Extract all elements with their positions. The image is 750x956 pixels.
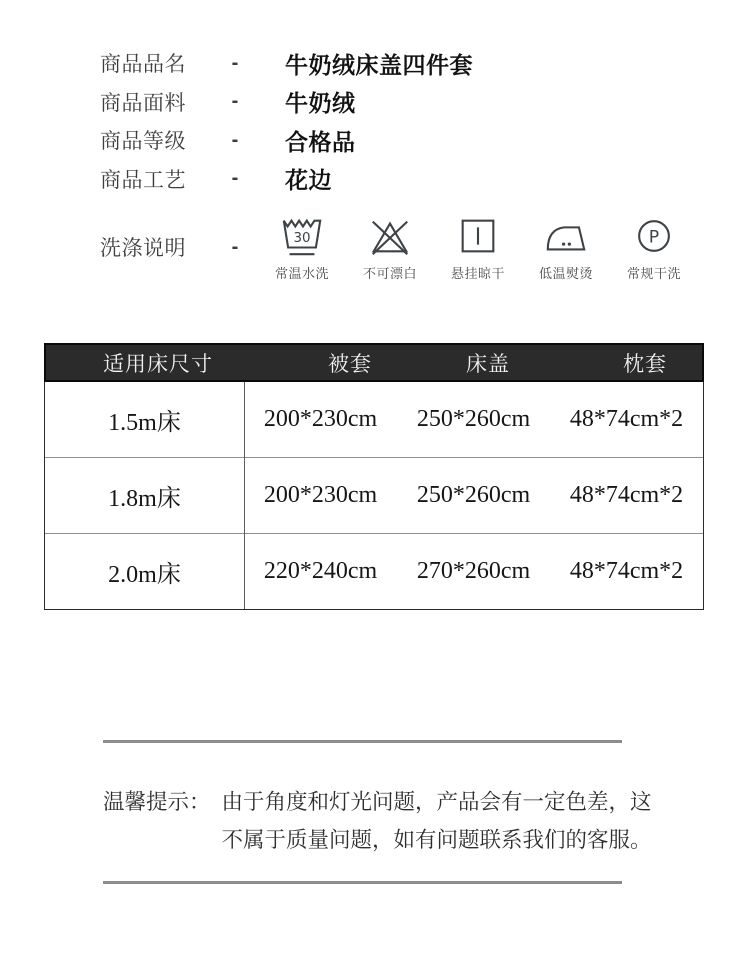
dry-clean-p-icon	[631, 212, 677, 260]
cell-pillow: 48*74cm*2	[569, 558, 684, 584]
wash-instructions-row	[100, 212, 698, 282]
spec-row-grade	[100, 121, 698, 160]
header-bed-cover: 床盖	[466, 352, 510, 376]
cell-cover: 250*260cm	[416, 482, 531, 508]
spec-label: 商品工艺	[100, 167, 186, 192]
notice-section	[103, 783, 652, 859]
spec-row-fabric	[100, 83, 698, 122]
hang-dry-icon	[455, 212, 501, 260]
notice-label: 温馨提示：	[103, 790, 211, 814]
cell-duvet: 220*240cm	[263, 558, 378, 584]
spec-value: 牛奶绒床盖四件套	[285, 51, 473, 78]
no-bleach-icon	[367, 212, 413, 260]
spec-dash: -	[231, 90, 239, 113]
wash-item-dry-clean	[610, 212, 698, 282]
notice-line: 由于角度和灯光问题，产品会有一定色差，这	[221, 790, 652, 814]
cell-bed-size: 2.0m床	[108, 562, 181, 588]
spec-dash: -	[231, 128, 239, 151]
cell-pillow: 48*74cm*2	[569, 482, 684, 508]
spec-row-craft	[100, 160, 698, 199]
header-pillowcase: 枕套	[623, 352, 667, 376]
spec-value: 牛奶绒	[285, 90, 356, 117]
spec-dash: -	[231, 51, 239, 74]
notice-line: 不属于质量问题，如有问题联系我们的客服。	[221, 828, 652, 852]
wash-caption: 常规干洗	[626, 266, 681, 281]
wash-item-hang-dry	[434, 212, 522, 282]
svg-text:P: P	[648, 227, 660, 248]
header-duvet-cover: 被套	[328, 352, 372, 376]
wash-icons	[258, 212, 698, 282]
wash-label: 洗涤说明	[100, 236, 186, 260]
size-table-body	[44, 382, 704, 610]
size-table-header	[44, 343, 704, 382]
product-specs	[100, 44, 698, 282]
table-row	[45, 533, 703, 609]
cell-duvet: 200*230cm	[263, 482, 378, 508]
cell-cover: 270*260cm	[416, 558, 531, 584]
wash-item-iron-low	[522, 212, 610, 282]
cell-duvet: 200*230cm	[263, 406, 378, 432]
wash-caption: 不可漂白	[362, 266, 417, 281]
svg-text:30: 30	[293, 230, 311, 246]
cell-bed-size: 1.5m床	[108, 410, 181, 436]
divider-top	[103, 740, 622, 743]
spec-value: 合格品	[285, 128, 356, 155]
wash-item-no-bleach	[346, 212, 434, 282]
cell-bed-size: 1.8m床	[108, 486, 181, 512]
cell-cover: 250*260cm	[416, 406, 531, 432]
spec-row-name	[100, 44, 698, 83]
size-table	[44, 343, 704, 610]
spec-label: 商品等级	[100, 129, 186, 154]
wash-caption: 常温水洗	[274, 266, 329, 281]
spec-value: 花边	[285, 167, 332, 194]
wash-tub-30-icon	[279, 212, 325, 260]
spec-label: 商品面料	[100, 90, 186, 115]
divider-bottom	[103, 881, 622, 884]
wash-caption: 低温熨烫	[538, 266, 593, 281]
table-row	[45, 457, 703, 533]
table-row	[45, 382, 703, 457]
header-bed-size: 适用床尺寸	[103, 352, 213, 376]
iron-low-temp-icon	[543, 212, 589, 260]
cell-pillow: 48*74cm*2	[569, 406, 684, 432]
spec-dash: -	[231, 167, 239, 190]
wash-item-normal-wash	[258, 212, 346, 282]
notice-text	[222, 783, 652, 859]
spec-dash: -	[231, 235, 239, 258]
wash-caption: 悬挂晾干	[450, 266, 505, 281]
spec-label: 商品品名	[100, 52, 186, 77]
